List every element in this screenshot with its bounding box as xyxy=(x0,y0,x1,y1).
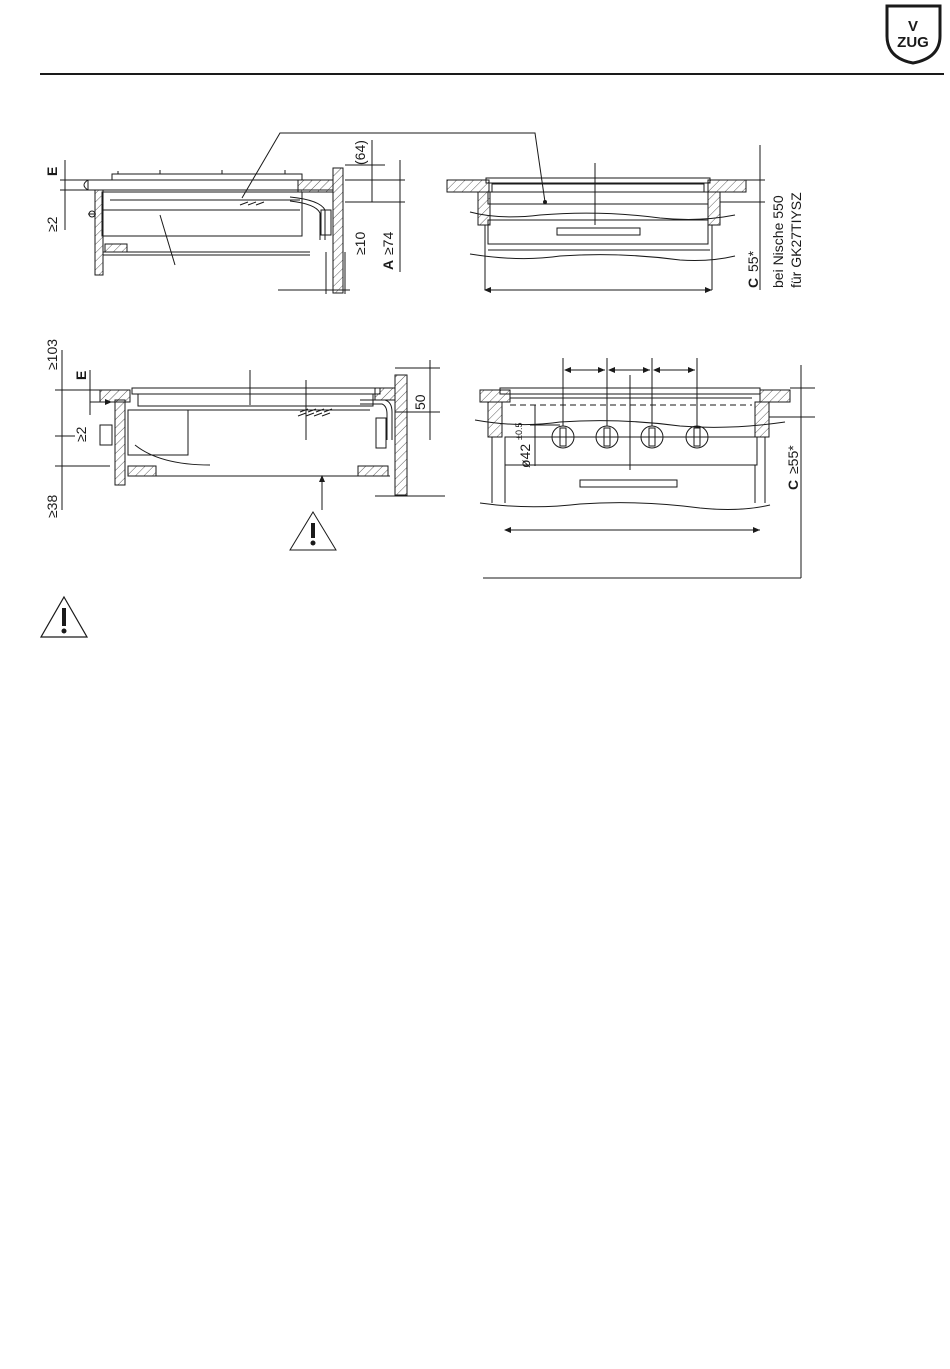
d2-label-c: C xyxy=(745,277,761,288)
d1-label-ge2: ≥2 xyxy=(44,216,60,232)
d1-label-a: A xyxy=(380,259,396,270)
diagram-front-view-top xyxy=(447,145,765,290)
warning-triangle-icon xyxy=(41,597,87,637)
d3-label-e: E xyxy=(73,370,89,380)
logo-bottom: ZUG xyxy=(897,34,929,51)
d4-label-c: C xyxy=(785,479,801,490)
warning-triangle-icon xyxy=(290,512,336,550)
d2-label-c-value: 55* xyxy=(745,250,761,272)
d2-note-line1: bei Nische 550 xyxy=(770,195,786,288)
d3-label-ge38: ≥38 xyxy=(44,494,60,518)
d3-label-ge2: ≥2 xyxy=(73,426,89,442)
d3-label-ge103: ≥103 xyxy=(44,338,60,370)
v-zug-logo xyxy=(887,6,940,63)
d4-label-dia: ø42 xyxy=(517,443,533,468)
d1-label-64: (64) xyxy=(352,140,368,165)
logo-top: V xyxy=(907,18,919,35)
d1-label-e: E xyxy=(44,166,60,176)
d1-label-ge74: ≥74 xyxy=(380,231,396,255)
diagram-side-section-top xyxy=(60,133,545,294)
d3-label-50: 50 xyxy=(412,394,428,410)
d4-label-c-value: ≥55* xyxy=(785,445,801,474)
diagram-side-section-bottom xyxy=(55,350,445,510)
d4-label-tol: ±0.5 xyxy=(514,422,524,440)
d2-note-line2: für GK27TIYSZ xyxy=(788,192,804,288)
d1-label-ge10: ≥10 xyxy=(352,231,368,255)
